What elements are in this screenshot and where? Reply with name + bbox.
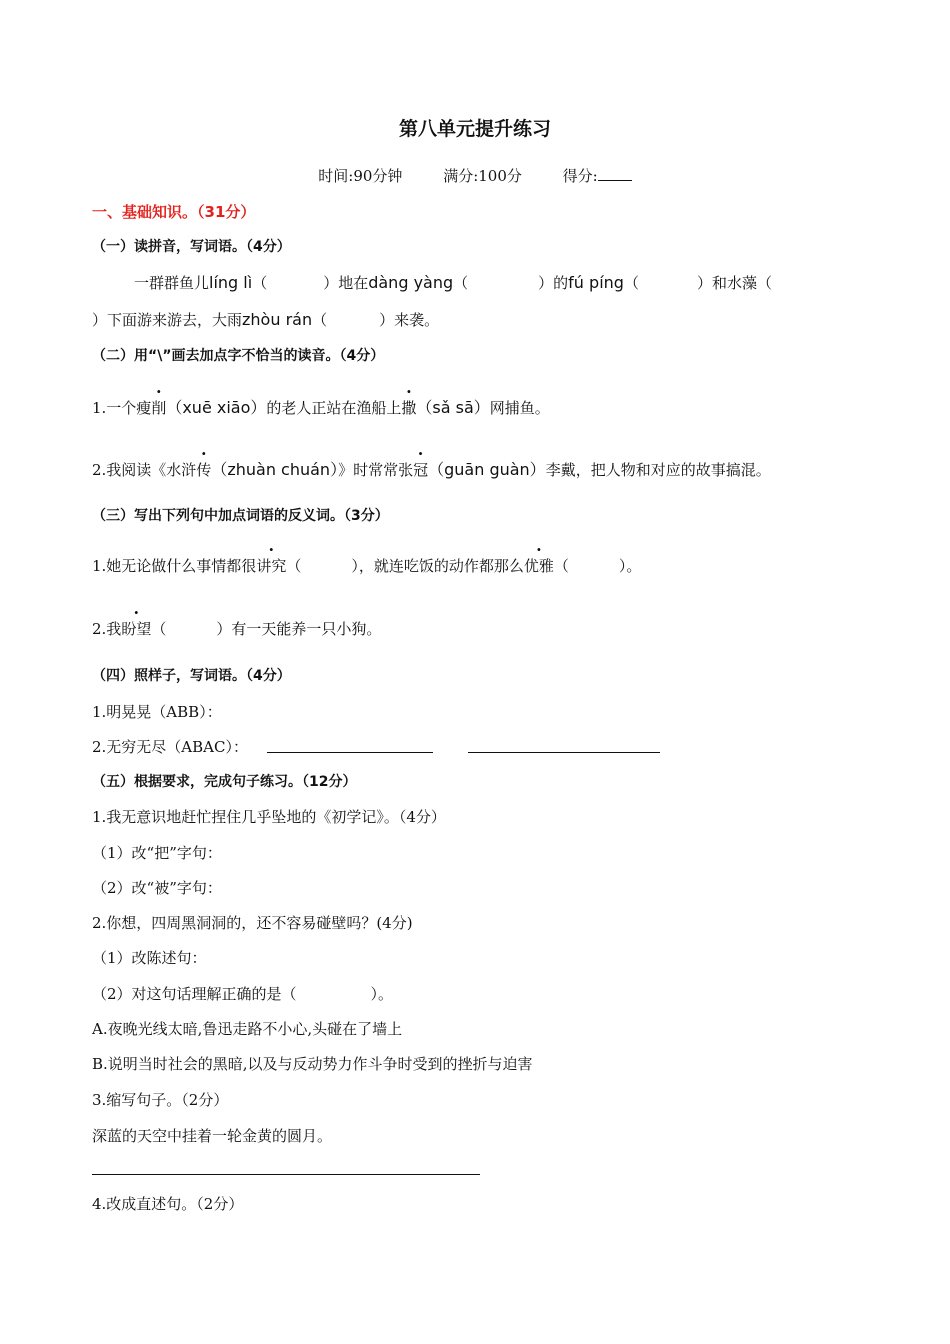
q1-line-2: ）下面游来游去，大雨zhòu rán（ ）来袭。 — [92, 310, 440, 329]
emphasis-dot: 优雅 — [523, 557, 554, 575]
full-score-label: 满分:100分 — [443, 167, 522, 185]
answer-blank[interactable] — [468, 752, 660, 753]
time-label: 时间:90分钟 — [318, 167, 403, 185]
emphasis-dot: 传 — [196, 461, 212, 479]
q5-item-4: 4.改成直述句。（2分） — [92, 1195, 244, 1213]
q4-item-2: 2.无穷无尽（ABAC）： — [92, 738, 248, 756]
emphasis-dot: 削 — [151, 399, 167, 417]
q5-item-2-2: （2）对这句话理解正确的是（ ）。 — [92, 985, 394, 1003]
q1-heading: （一）读拼音，写词语。（4分） — [92, 239, 291, 255]
q1-line-1: 一群群鱼儿líng lì（ ）地在dàng yàng（ ）的fú píng（ ）和水藻（ — [134, 273, 772, 292]
option-b: B.说明当时社会的黑暗,以及与反动势力作斗争时受到的挫折与迫害 — [92, 1055, 533, 1073]
q5-item-1: 1.我无意识地赶忙捏住几乎坠地的《初学记》。（4分） — [92, 808, 446, 826]
q2-sentence-1: 1.一个瘦削（xuē xiāo）的老人正站在渔船上撒（sǎ sā）网捕鱼。 — [92, 398, 550, 417]
q5-heading: （五）根据要求，完成句子练习。（12分） — [92, 774, 357, 790]
emphasis-dot: 撒 — [401, 399, 417, 417]
emphasis-dot: 盼望 — [121, 620, 152, 638]
q5-item-2-1: （1）改陈述句： — [92, 949, 207, 967]
section-heading: 一、基础知识。（31分） — [92, 203, 256, 221]
q4-item-1: 1.明晃晃（ABB）： — [92, 703, 222, 721]
q5-item-3: 3.缩写句子。（2分） — [92, 1091, 229, 1109]
answer-line[interactable] — [92, 1174, 480, 1175]
q3-sentence-2: 2.我盼望（ ）有一天能养一只小狗。 — [92, 620, 382, 638]
q5-item-1-2: （2）改“被”字句： — [92, 879, 222, 897]
option-a: A.夜晚光线太暗,鲁迅走路不小心,头碰在了墙上 — [92, 1020, 403, 1038]
q2-sentence-2: 2.我阅读《水浒传（zhuàn chuán）》时常常张冠（guān guàn）李戴，把人物和对应的故事搞混。 — [92, 460, 771, 479]
q4-heading: （四）照样子，写词语。（4分） — [92, 668, 291, 684]
q5-item-2: 2.你想，四周黑洞洞的，还不容易碰壁吗？(4分) — [92, 914, 413, 932]
page-title: 第八单元提升练习 — [398, 118, 551, 140]
answer-blank[interactable] — [267, 752, 433, 753]
score-label: 得分: — [563, 167, 632, 185]
q3-sentence-1: 1.她无论做什么事情都很讲究（ ），就连吃饭的动作都那么优雅（ ）。 — [92, 557, 642, 575]
emphasis-dot: 冠 — [413, 461, 429, 479]
q3-heading: （三）写出下列句中加点词语的反义词。（3分） — [92, 508, 389, 524]
score-blank — [598, 168, 632, 181]
q5-item-1-1: （1）改“把”字句： — [92, 844, 222, 862]
q5-item-3-text: 深蓝的天空中挂着一轮金黄的圆月。 — [92, 1127, 333, 1145]
exam-meta — [0, 165, 950, 186]
q2-heading: （二）用“\”画去加点字不恰当的读音。（4分） — [92, 348, 385, 364]
emphasis-dot: 讲究 — [256, 557, 287, 575]
